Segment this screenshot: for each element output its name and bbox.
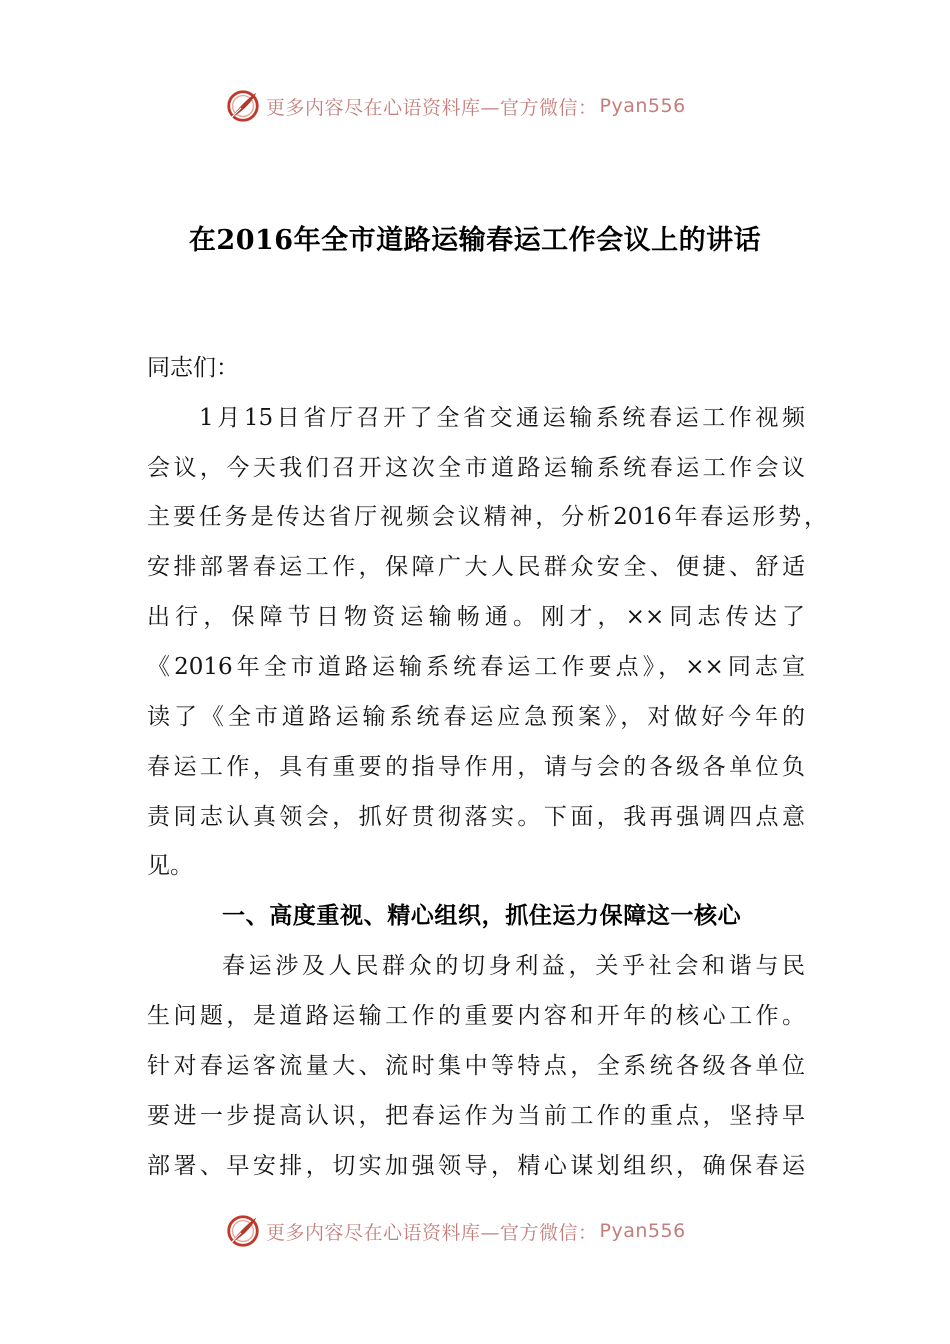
document-title: 在2016年全市道路运输春运工作会议上的讲话 [188,225,762,256]
watermark-id: Pyan556 [599,95,686,117]
watermark-text: 更多内容尽在心语资料库—官方微信： [266,1221,598,1244]
watermark-top [224,86,744,126]
quill-logo-icon [224,1212,262,1250]
watermark-id: Pyan556 [599,1220,686,1242]
paragraph-line: 生问题，是道路运输工作的重要内容和开年的核心工作。 [147,1003,805,1029]
quill-logo-icon [224,87,262,125]
watermark-bottom [224,1211,744,1251]
paragraph-line: 见。 [147,853,193,879]
paragraph-line: 针对春运客流量大、流时集中等特点，全系统各级各单位 [147,1053,805,1079]
salutation: 同志们： [147,355,239,381]
paragraph-line: 出行，保障节日物资运输畅通。刚才，××同志传达了 [147,604,805,630]
paragraph-line: 安排部署春运工作，保障广大人民群众安全、便捷、舒适 [147,554,805,580]
paragraph-line: 会议，今天我们召开这次全市道路运输系统春运工作会议 [147,455,805,481]
paragraph-line: 部署、早安排，切实加强领导，精心谋划组织，确保春运 [147,1153,805,1179]
paragraph-line: 责同志认真领会，抓好贯彻落实。下面，我再强调四点意 [147,804,805,830]
section-heading: 一、高度重视、精心组织，抓住运力保障这一核心 [222,902,742,929]
paragraph-line: 春运工作，具有重要的指导作用，请与会的各级各单位负 [147,754,805,780]
paragraph-line: 要进一步提高认识，把春运作为当前工作的重点，坚持早 [147,1103,805,1129]
watermark-text: 更多内容尽在心语资料库—官方微信： [266,96,598,119]
paragraph-line: 1月15日省厅召开了全省交通运输系统春运工作视频 [199,405,805,431]
paragraph-line: 主要任务是传达省厅视频会议精神，分析2016年春运形势， [147,504,827,530]
paragraph-line: 读了《全市道路运输系统春运应急预案》，对做好今年的 [147,704,805,730]
paragraph-line: 《2016年全市道路运输系统春运工作要点》，××同志宣 [147,654,805,680]
paragraph-line: 春运涉及人民群众的切身利益，关乎社会和谐与民 [222,953,805,979]
